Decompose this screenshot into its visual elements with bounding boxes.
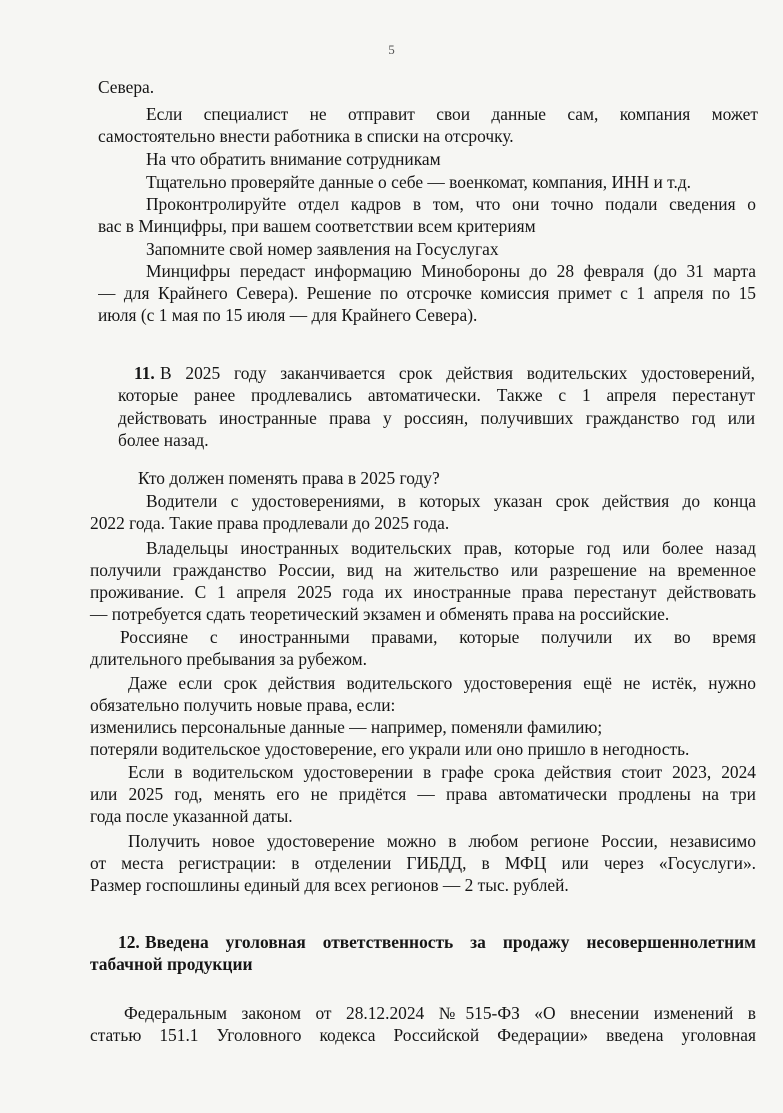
text-line: Севера. [98, 77, 155, 97]
text-line: Запомните свой номер заявления на Госуслугах [146, 239, 499, 259]
text-line: получили гражданство России, вид на жительство или разрешение на временное [90, 560, 756, 580]
text-line: Даже если срок действия водительского удостоверения ещё не истёк, нужно [128, 673, 756, 693]
text-line: Минцифры передаст информацию Минобороны до 28 февраля (до 31 марта [146, 261, 756, 281]
subheading: Кто должен поменять права в 2025 году? [138, 468, 440, 488]
text-line: действовать иностранные права у россиян, получивших гражданство год или [118, 408, 755, 428]
text-line: 2022 года. Такие права продлевали до 2025 года. [90, 513, 450, 533]
text-line: обязательно получить новые права, если: [90, 695, 396, 715]
text-line: от места регистрации: в отделении ГИБДД, в МФЦ или через «Госуслуги». [90, 853, 756, 873]
section-number: 12. [118, 932, 140, 952]
section-heading: Введена уголовная ответственность за продажу несовершеннолетним [145, 932, 756, 952]
text-line: Проконтролируйте отдел кадров в том, что они точно подали сведения о [146, 194, 756, 214]
text-line: Размер госпошлины единый для всех регионов — 2 тыс. рублей. [90, 875, 569, 895]
text-line: Получить новое удостоверение можно в любом регионе России, независимо [128, 831, 756, 851]
text-line: самостоятельно внести работника в списки на отсрочку. [98, 126, 514, 146]
text-line: Федеральным законом от 28.12.2024 №515-ФЗ «О внесении изменений в [124, 1003, 756, 1023]
text-line: более назад. [118, 430, 209, 450]
text-line: — для Крайнего Севера). Решение по отсрочке комиссия примет с 1 апреля по 15 [98, 283, 756, 303]
text-line: Водители с удостоверениями, в которых указан срок действия до конца [146, 491, 756, 511]
text-line: На что обратить внимание сотрудникам [146, 149, 441, 169]
page-number: 5 [388, 42, 395, 57]
text-line: Тщательно проверяйте данные о себе — военкомат, компания, ИНН и т.д. [146, 172, 692, 192]
text-line: Если в водительском удостоверении в графе срока действия стоит 2023, 2024 [128, 762, 756, 782]
text-line: которые ранее продлевались автоматически. Также с 1 апреля перестанут [118, 385, 755, 405]
text-line: длительного пребывания за рубежом. [90, 649, 367, 669]
text-line: проживание. С 1 апреля 2025 года их иностранные права перестанут действовать [90, 582, 756, 602]
text-line: вас в Минцифры, при вашем соответствии всем критериям [98, 216, 536, 236]
text-line: потеряли водительское удостоверение, его украли или оно пришло в негодность. [90, 739, 690, 759]
text-line: или 2025 год, менять его не придётся — права автоматически продлены на три [90, 784, 756, 804]
text-line: года после указанной даты. [90, 806, 293, 826]
text-line: Владельцы иностранных водительских прав, которые год или более назад [146, 538, 756, 558]
text-line: статью 151.1 Уголовного кодекса Российской Федерации» введена уголовная [90, 1025, 756, 1045]
section-number: 11. [134, 363, 155, 383]
text-line: Россияне с иностранными правами, которые получили их во время [120, 627, 756, 647]
text-line: июля (с 1 мая по 15 июля — для Крайнего Севера). [98, 305, 478, 325]
text-line: В 2025 году заканчивается срок действия водительских удостоверений, [160, 363, 755, 383]
text-line: — потребуется сдать теоретический экзамен и обменять права на российские. [90, 604, 670, 624]
text-line: Если специалист не отправит свои данные сам, компания может [146, 104, 758, 124]
text-line: изменились персональные данные — например, поменяли фамилию; [90, 717, 603, 737]
section-heading: табачной продукции [90, 954, 253, 974]
